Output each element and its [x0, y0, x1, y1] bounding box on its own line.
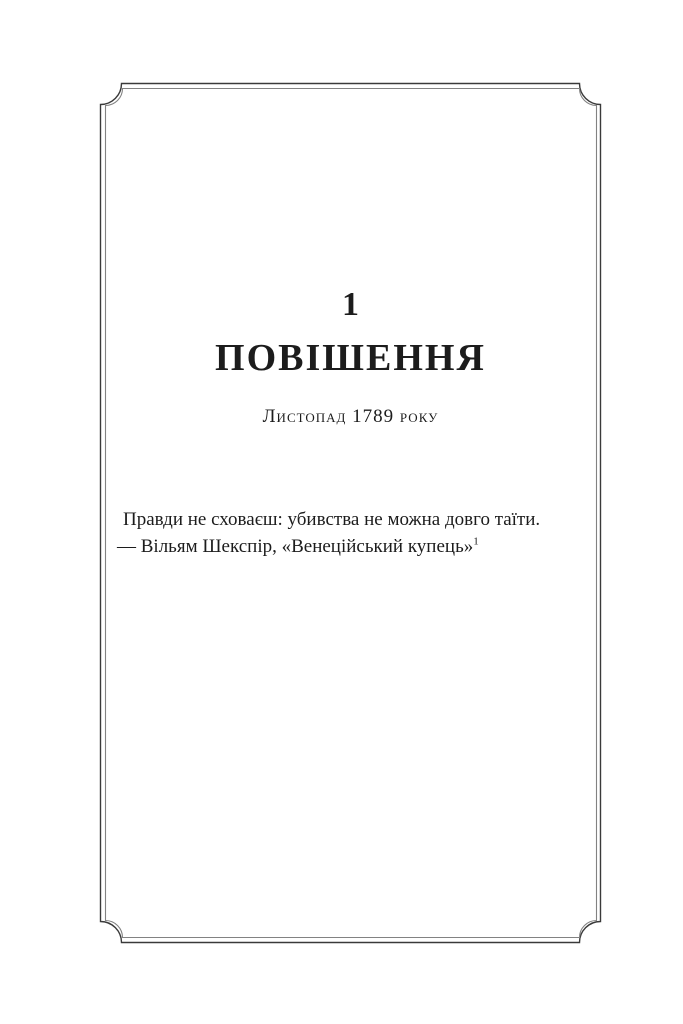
chapter-opening-content	[100, 83, 601, 943]
epigraph-quote: Правди не сховаєш: убивства не можна довго таїти.	[123, 509, 541, 530]
epigraph	[117, 506, 583, 560]
chapter-date: Листопад 1789 року	[262, 406, 439, 427]
footnote-reference[interactable]: 1	[473, 535, 479, 548]
chapter-title: ПОВІШЕННЯ	[215, 337, 486, 379]
epigraph-attribution-text: — Вільям Шекспір, «Венеційський купець»	[117, 536, 474, 557]
epigraph-attribution	[117, 533, 583, 560]
chapter-number: 1	[342, 286, 359, 323]
